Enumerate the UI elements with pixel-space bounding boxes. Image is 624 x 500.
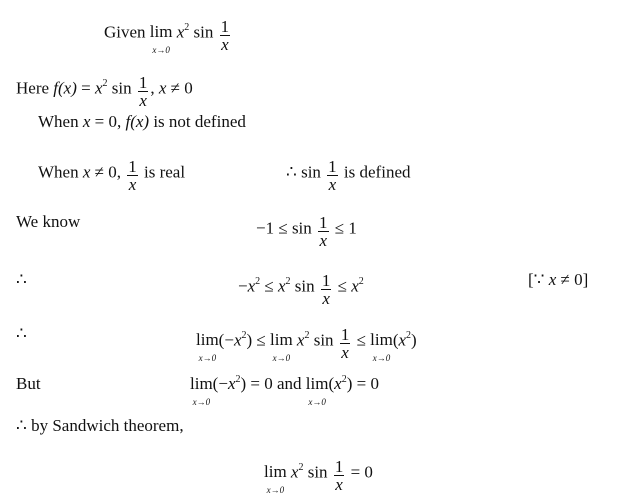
variable-x: x [82, 162, 91, 182]
is-defined-text: is defined [343, 162, 411, 182]
variable-x: x [334, 374, 342, 393]
variable-x: x [176, 22, 185, 42]
fraction-1-over-x: $\frac{1}{x}$ [138, 73, 148, 110]
given-word: Given [104, 22, 146, 42]
sandwich-theorem-line [16, 416, 184, 436]
exponent-2: 2 [298, 462, 304, 474]
exponent-2: 2 [341, 374, 347, 385]
right-paren: ) [240, 374, 247, 393]
variable-x: x [351, 276, 359, 296]
limit-operator: lim x→0 [150, 22, 173, 42]
therefore-symbol: ∴ [16, 270, 27, 289]
minus-one: −1 [256, 218, 275, 238]
case-x-nonzero-line [38, 156, 186, 194]
sin-function: sin [307, 462, 328, 482]
leq-sign: ≤ [256, 330, 266, 350]
therefore-symbol: ∴ [16, 324, 27, 343]
limit-operator: lim x→0 [270, 330, 293, 350]
zero: 0 [264, 374, 273, 393]
leq-sign: ≤ [264, 276, 274, 296]
left-paren: ( [212, 374, 219, 393]
exponent-2: 2 [358, 276, 364, 288]
given-line [104, 16, 232, 56]
equals-sign: = [350, 462, 361, 482]
limits-equal-zero [190, 374, 379, 407]
limit-subscript: x→0 [372, 353, 391, 364]
exponent-2: 2 [406, 330, 412, 342]
limit-subscript: x→0 [272, 353, 291, 364]
not-equal-sign: ≠ [94, 162, 104, 182]
final-result [264, 456, 373, 496]
limit-operator: lim x→0 [370, 330, 393, 350]
minus-sign: − [224, 330, 234, 350]
variable-x: x [233, 330, 242, 350]
limit-subscript: x→0 [152, 45, 170, 56]
sin-function: sin [193, 22, 214, 42]
limit-operator: lim x→0 [264, 462, 287, 482]
when-word: When [38, 162, 79, 182]
exponent-2: 2 [184, 22, 190, 34]
fraction-1-over-x: $\frac{1}{x}$ [334, 457, 344, 494]
limit-subscript: x→0 [198, 353, 217, 364]
fraction-1-over-x: $\frac{1}{x}$ [328, 157, 337, 194]
leq-sign: ≤ [337, 276, 347, 296]
variable-x: x [82, 112, 91, 131]
one: 1 [348, 218, 357, 238]
leq-sign: ≤ [334, 218, 345, 238]
sin-function: sin [301, 162, 321, 182]
comma: , [116, 112, 122, 131]
because-symbol: ∵ [533, 270, 545, 289]
exponent-2: 2 [285, 276, 291, 288]
minus-sign: − [238, 276, 248, 296]
not-equal-sign: ≠ [560, 270, 570, 289]
not-equal-sign: ≠ [170, 78, 180, 98]
variable-x: x [94, 78, 103, 98]
exponent-2: 2 [241, 330, 247, 342]
fraction-1-over-x: $\frac{1}{x}$ [321, 271, 331, 308]
fraction-1-over-x: $\frac{1}{x}$ [319, 213, 328, 250]
limit-inequality [196, 324, 417, 364]
variable-x: x [548, 270, 557, 289]
exponent-2: 2 [304, 330, 310, 342]
and-word: and [277, 374, 302, 393]
leq-sign: ≤ [356, 330, 366, 350]
squeeze-inequality [238, 270, 364, 308]
variable-x: x [277, 276, 286, 296]
variable-x: x [227, 374, 236, 393]
limit-subscript: x→0 [192, 397, 211, 407]
fraction-1-over-x: $\frac{1}{x}$ [220, 17, 230, 54]
sin-function: sin [291, 218, 312, 238]
reason-bracket [528, 270, 588, 290]
is-real-text: is real [143, 162, 186, 182]
equals-sign: = [81, 78, 91, 98]
exponent-2: 2 [255, 276, 261, 288]
limit-operator: lim x→0 [196, 330, 219, 350]
right-paren: ) [411, 330, 417, 350]
we-know-label: We know [16, 212, 81, 231]
equals-sign: = [94, 112, 105, 131]
limit-subscript: x→0 [266, 485, 285, 496]
right-bracket: ] [582, 270, 589, 289]
zero: 0 [370, 374, 379, 393]
equals-sign: = [250, 374, 260, 393]
zero: 0 [364, 462, 373, 482]
exponent-2: 2 [102, 78, 108, 90]
comma: , [116, 162, 121, 182]
limit-operator: lim x→0 [190, 374, 213, 394]
zero: 0 [184, 78, 193, 98]
limit-operator: lim x→0 [306, 374, 329, 394]
therefore-symbol: ∴ [16, 416, 27, 435]
variable-x: x [296, 330, 305, 350]
sin-function: sin [111, 78, 132, 98]
sandwich-theorem-text: by Sandwich theorem, [31, 416, 184, 435]
case-x-zero-line [38, 112, 246, 132]
minus-sign: − [218, 374, 228, 393]
zero: 0 [108, 162, 117, 182]
left-paren: ( [328, 374, 335, 393]
zero: 0 [574, 270, 583, 289]
variable-x: x [398, 330, 407, 350]
left-paren: ( [392, 330, 399, 350]
equals-sign: = [356, 374, 367, 393]
fraction-1-over-x: $\frac{1}{x}$ [128, 157, 137, 194]
sine-bound-inequality [256, 212, 357, 250]
sin-function: sin [294, 276, 315, 296]
function-fx: f(x) [53, 78, 77, 98]
not-defined-text: is not defined [153, 112, 246, 131]
exponent-2: 2 [235, 374, 241, 385]
zero: 0 [108, 112, 117, 131]
function-fx: f(x) [125, 112, 150, 131]
left-bracket: [ [528, 270, 534, 289]
variable-x: x [247, 276, 256, 296]
here-word: Here [16, 78, 50, 98]
therefore-symbol: ∴ [286, 162, 297, 182]
variable-x: x [290, 462, 299, 482]
but-label: But [16, 374, 41, 393]
definition-line [16, 72, 193, 110]
variable-x: x [158, 78, 167, 98]
fraction-1-over-x: $\frac{1}{x}$ [340, 325, 350, 362]
sin-defined-statement [286, 156, 411, 194]
comma: , [150, 78, 155, 98]
sin-function: sin [313, 330, 334, 350]
limit-subscript: x→0 [308, 397, 326, 407]
leq-sign: ≤ [278, 218, 288, 238]
when-word: When [38, 112, 79, 131]
right-paren: ) [246, 330, 253, 350]
right-paren: ) [346, 374, 353, 393]
left-paren: ( [218, 330, 225, 350]
